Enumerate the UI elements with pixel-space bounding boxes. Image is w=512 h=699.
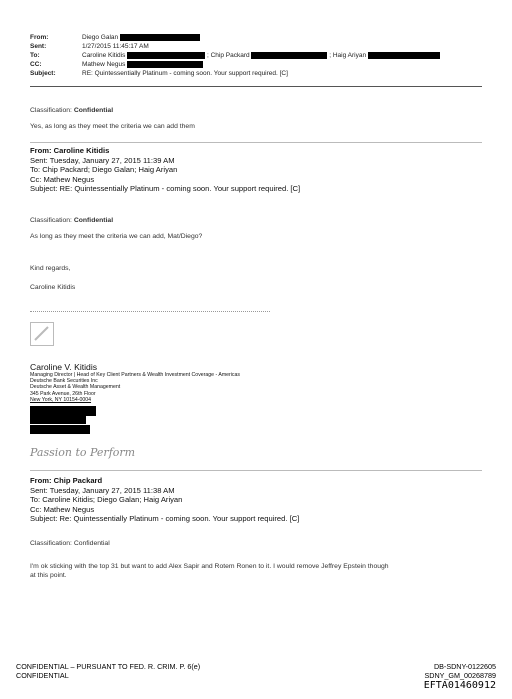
- msg2-sent: Sent: Tuesday, January 27, 2015 11:39 AM: [30, 155, 175, 165]
- msg3-body-line: I'm ok sticking with the top 31 but want to add Alex Sapir and Rotem Ronen to it. I would remove Jeffrey Epstein though: [30, 563, 389, 570]
- msg3-to: To: Caroline Kitidis; Diego Galan; Haig Ariyan: [30, 495, 183, 504]
- msg2-classification: Classification: Confidential: [30, 217, 114, 224]
- to-value: [82, 52, 440, 60]
- footer-left: [16, 662, 200, 680]
- msg1-classification: Classification: Confidential: [30, 107, 114, 114]
- signature-city: New York, NY 10154-0004: [30, 396, 92, 403]
- signature-divider: [30, 311, 270, 312]
- msg2-body: As long as they meet the criteria we can add, Mat/Diego?: [30, 233, 203, 240]
- message-divider: [30, 470, 482, 471]
- to-recipient-3: ; Haig Ariyan: [329, 52, 367, 60]
- msg2-regards: Kind regards,: [30, 265, 71, 272]
- subject-value: RE: Quintessentially Platinum - coming soon. Your support required. [C]: [82, 70, 288, 77]
- email-header: [30, 34, 490, 86]
- sent-value: 1/27/2015 11:45:17 AM: [82, 43, 149, 50]
- msg2-subject: Subject: RE: Quintessentially Platinum - coming soon. Your support required. [C]: [30, 184, 301, 193]
- redaction-bar: [127, 61, 203, 68]
- cc-value: [82, 61, 203, 69]
- signature-division: Deutsche Asset & Wealth Management: [30, 384, 121, 391]
- bates-number-db: DB-SDNY-0122605: [433, 662, 496, 671]
- from-name: Diego Galan: [82, 34, 119, 42]
- from-value: [82, 34, 200, 42]
- to-recipient-2: ; Chip Packard: [206, 52, 250, 60]
- redaction-bar: [30, 406, 96, 416]
- subject-label: Subject:: [30, 70, 56, 77]
- to-recipient-1: Caroline Kitidis: [82, 52, 126, 60]
- msg3-body: [30, 562, 490, 580]
- msg3-header: [30, 476, 299, 524]
- signature-name: Caroline V. Kitidis: [30, 362, 98, 372]
- msg3-body-line: at this point.: [30, 572, 67, 579]
- msg2-cc: Cc: Mathew Negus: [30, 174, 95, 184]
- msg3-sent: Sent: Tuesday, January 27, 2015 11:38 AM: [30, 485, 175, 495]
- tagline: Passion to Perform: [30, 446, 136, 459]
- header-divider: [30, 86, 482, 87]
- signature-company: Deutsche Bank Securities Inc: [30, 378, 98, 385]
- sent-label: Sent:: [30, 43, 47, 50]
- redaction-bar: [368, 52, 440, 59]
- cc-name: Mathew Negus: [82, 61, 126, 69]
- cc-label: CC:: [30, 61, 42, 68]
- redaction-bar: [120, 34, 200, 41]
- msg2-signoff: Caroline Kitidis: [30, 284, 76, 291]
- message-divider: [30, 142, 482, 143]
- signature-details: [30, 372, 240, 403]
- bates-number-efta: EFTA01460912: [423, 680, 496, 691]
- redaction-bar: [251, 52, 327, 59]
- msg2-to: To: Chip Packard; Diego Galan; Haig Ariyan: [30, 165, 178, 174]
- to-label: To:: [30, 52, 40, 59]
- msg3-classification: Classification: Confidential: [30, 540, 110, 547]
- msg2-from: From: Caroline Kitidis: [30, 146, 110, 155]
- msg1-body: Yes, as long as they meet the criteria we can add them: [30, 123, 195, 130]
- from-label: From:: [30, 34, 49, 41]
- msg3-subject: Subject: Re: Quintessentially Platinum - coming soon. Your support required. [C]: [30, 514, 300, 523]
- confidential-notice: CONFIDENTIAL – PURSUANT TO FED. R. CRIM. P. 6(e): [16, 662, 201, 671]
- msg3-from: From: Chip Packard: [30, 476, 103, 485]
- signature-address: 345 Park Avenue, 26th Floor: [30, 390, 96, 397]
- confidential-label: CONFIDENTIAL: [16, 671, 69, 680]
- redaction-bar: [30, 425, 90, 434]
- deutsche-bank-logo-icon: [30, 322, 54, 346]
- redaction-bar: [127, 52, 205, 59]
- signature-title: Managing Director | Head of Key Client Partners & Wealth Investment Coverage - Americas: [30, 372, 240, 378]
- redaction-bar: [30, 416, 86, 424]
- footer-right: [424, 662, 496, 691]
- msg3-cc: Cc: Mathew Negus: [30, 504, 95, 514]
- bates-number-sdny: SDNY_GM_00268789: [424, 671, 496, 680]
- msg2-header: [30, 146, 300, 194]
